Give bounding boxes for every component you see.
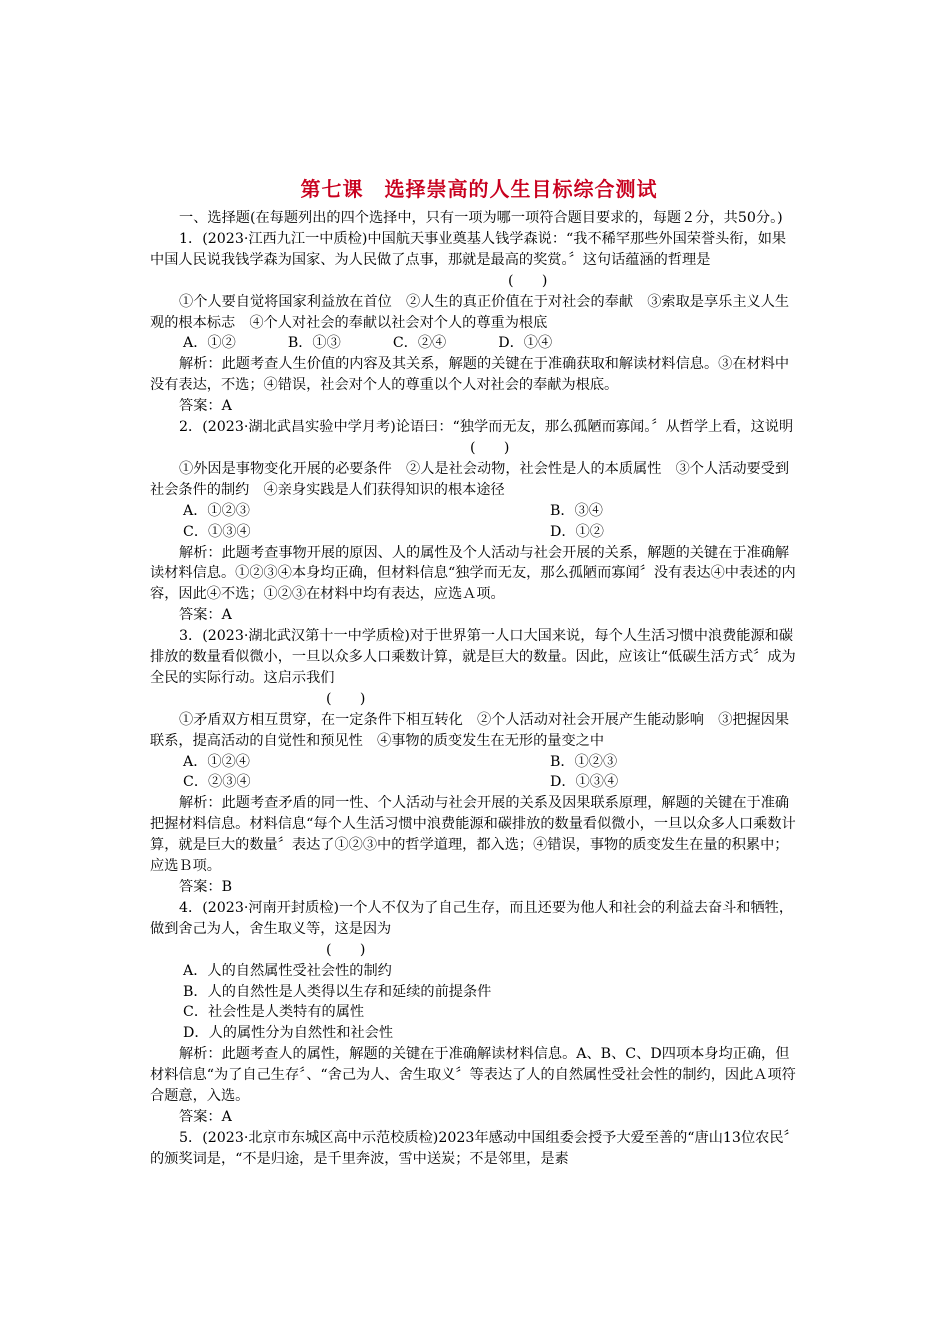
question-1-blank: ( ) xyxy=(508,272,548,289)
option-c: C．②④ xyxy=(392,335,447,352)
question-4-blank: ( ) xyxy=(326,941,366,958)
option-b: B．人的自然性是人类得以生存和延续的前提条件 xyxy=(183,983,492,1000)
option-a: A．①②③ xyxy=(183,502,250,519)
option-c: C．①③④ xyxy=(183,523,251,540)
question-1-stem: 1．(2023·江西九江一中质检)中国航天事业奠基人钱学森说：“我不稀罕那些外国荣誉头衔，如果中国人民说我钱学森为国家、为人民做了点事，那就是最高的奖赏。〞这句话蕴涵的哲理是 xyxy=(150,230,787,268)
question-3-options-row-1 xyxy=(150,752,800,773)
question-3-statements: ①矛盾双方相互贯穿，在一定条件下相互转化 ②个人活动对社会开展产生能动影响 ③把握因果联系，提高活动的自觉性和预见性 ④事物的质变发生在无形的量变之中 xyxy=(150,711,790,749)
question-4-answer: 答案：A xyxy=(179,1108,232,1125)
question-3-analysis: 解析：此题考查矛盾的同一性、个人活动与社会开展的关系及因果联系原理，解题的关键在于准确把握材料信息。材料信息“每个人生活习惯中浪费能源和碳排放的数量看似微小，一旦以众多人口乘数计算，就是巨大的数量〞表达了①②③中的哲学道理，都入选；④错误，事物的质变发生在量的积累中；应选Ｂ项。 xyxy=(150,795,796,875)
question-2-options-row-2 xyxy=(150,522,800,543)
option-a: A．①② xyxy=(183,335,236,352)
question-1-statements: ①个人要自觉将国家利益放在首位 ②人生的真正价值在于对社会的奉献 ③索取是享乐主义人生观的根本标志 ④个人对社会的奉献以社会对个人的尊重为根底 xyxy=(150,293,790,331)
option-b: B．③④ xyxy=(550,502,603,519)
option-c: C．社会性是人类特有的属性 xyxy=(183,1004,365,1021)
question-1-options xyxy=(150,333,800,354)
option-b: B．①②③ xyxy=(550,753,618,770)
option-d: D．①④ xyxy=(498,335,553,352)
question-3-options-row-2 xyxy=(150,772,800,793)
option-d: D．人的属性分为自然性和社会性 xyxy=(183,1025,394,1042)
question-2-blank: ( ) xyxy=(470,439,510,456)
question-3-stem: 3．(2023·湖北武汉第十一中学质检)对于世界第一人口大国来说，每个人生活习惯中浪费能源和碳排放的数量看似微小，一旦以众多人口乘数计算，就是巨大的数量。因此，应该让“低碳生活方式〞成为全民的实际行动。这启示我们 xyxy=(150,628,796,686)
option-d: D．①③④ xyxy=(550,774,619,791)
question-2-statements: ①外因是事物变化开展的必要条件 ②人是社会动物，社会性是人的本质属性 ③个人活动要受到社会条件的制约 ④亲身实践是人们获得知识的根本途径 xyxy=(150,460,790,498)
section-intro: 一、选择题(在每题列出的四个选择中，只有一项为哪一项符合题目要求的，每题２分，共50分。) xyxy=(179,210,783,226)
question-2-options-row-1 xyxy=(150,501,800,522)
question-4-stem: 4．(2023·河南开封质检)一个人不仅为了自己生存，而且还要为他人和社会的利益去奋斗和牺牲，做到舍己为人，舍生取义等，这是因为 xyxy=(150,899,794,937)
option-b: B．①③ xyxy=(287,335,341,352)
question-4-analysis: 解析：此题考查人的属性，解题的关键在于准确解读材料信息。A、B、C、D四项本身均正确，但材料信息“为了自己生存〞、“舍己为人、舍生取义〞等表达了人的自然属性受社会性的制约，因此Ａ项符合题意，入选。 xyxy=(150,1046,796,1105)
question-2-answer: 答案：A xyxy=(179,607,232,624)
question-2-stem: 2．(2023·湖北武昌实验中学月考)论语曰：“独学而无友，那么孤陋而寡闻。〞从哲学上看，这说明 xyxy=(179,419,794,436)
option-a: A．①②④ xyxy=(183,753,250,770)
question-1-analysis: 解析：此题考查人生价值的内容及其关系，解题的关键在于准确获取和解读材料信息。③在材料中没有表达，不选；④错误，社会对个人的尊重以个人对社会的奉献为根底。 xyxy=(150,356,790,394)
question-3-blank: ( ) xyxy=(326,690,366,707)
page-title: 第七课 选择崇高的人生目标综合测试 xyxy=(300,177,658,201)
option-c: C．②③④ xyxy=(183,774,251,791)
document-page xyxy=(150,170,800,1170)
question-1-answer: 答案：A xyxy=(179,398,232,415)
question-3-answer: 答案：B xyxy=(179,879,232,895)
question-5-stem: 5．(2023·北京市东城区高中示范校质检)2023年感动中国组委会授予大爱至善的“唐山13位农民〞的颁奖词是，“不是归途，是千里奔波，雪中送炭；不是邻里，是素 xyxy=(150,1129,798,1167)
option-d: D．①② xyxy=(550,523,604,540)
option-a: A．人的自然属性受社会性的制约 xyxy=(183,962,392,979)
question-2-analysis: 解析：此题考查事物开展的原因、人的属性及个人活动与社会开展的关系，解题的关键在于准确解读材料信息。①②③④本身均正确，但材料信息“独学而无友，那么孤陋而寡闻〞没有表达④中表述的内容，因此④不选；①②③在材料中均有表达，应选Ａ项。 xyxy=(150,544,796,603)
